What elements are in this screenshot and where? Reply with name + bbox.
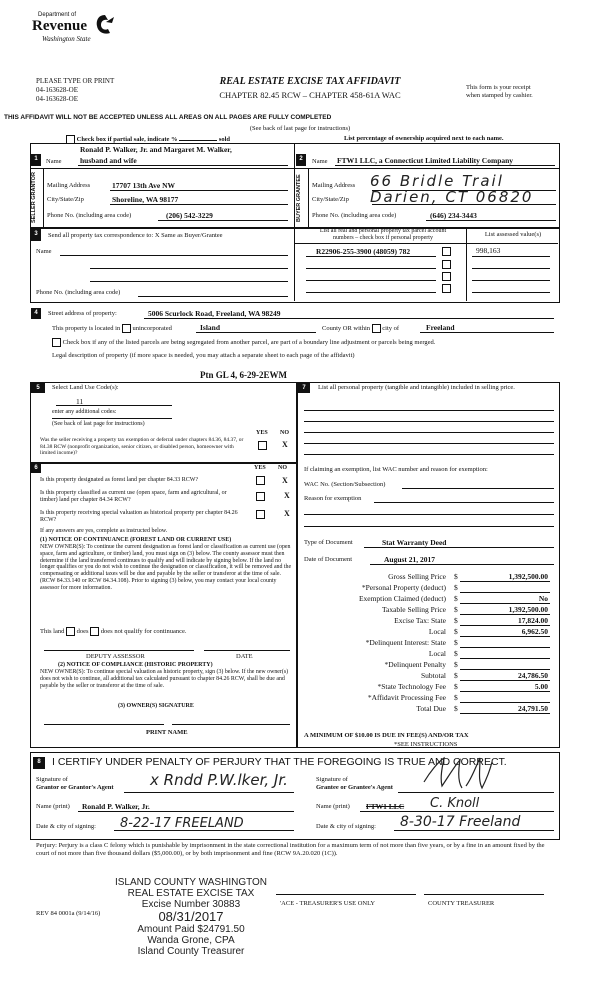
s5-q1-answer: X — [282, 440, 288, 449]
segregated-checkbox[interactable] — [52, 338, 61, 347]
seller-name-label: Name — [46, 158, 62, 165]
s6-q1-yes-checkbox[interactable] — [256, 476, 265, 485]
tax-row-label: *Delinquent Penalty — [384, 660, 446, 669]
tax-row-value: 1,392,500.00 — [508, 605, 548, 614]
legal-label: Legal description of property (if more space is needed, you may attach a separate sheet to each page of the affidavit) — [52, 352, 355, 359]
form-code-2: 04-163628-OE — [36, 95, 78, 103]
doc-date-label: Date of Document — [304, 556, 353, 563]
doc-date: August 21, 2017 — [384, 555, 436, 564]
legal-description: Ptn GL 4, 6-29-2EWM — [200, 370, 287, 380]
buyer-mailing: 66 Bridle Trail — [370, 172, 504, 190]
tax-row-cur: $ — [454, 616, 458, 625]
s6-q3-yes-checkbox[interactable] — [256, 510, 265, 519]
rev-number: REV 84 0001a (9/14/16) — [36, 910, 101, 917]
buyer-name: FTW1 LLC, a Connecticut Limited Liability Company — [337, 156, 514, 165]
form-title: REAL ESTATE EXCISE TAX AFFIDAVIT — [219, 76, 401, 87]
send-correspondence-label: Send all property tax correspondence to: — [48, 232, 154, 239]
logo-line1: Department of — [38, 12, 77, 18]
sold-label: sold — [218, 135, 231, 143]
seller-side-label: SELLER GRANTOR — [31, 172, 37, 224]
grantee-date-city: 8-30-17 Freeland — [400, 814, 521, 830]
grantee-name-struck: FTW1 LLC — [366, 802, 405, 811]
tax-row-label: Gross Selling Price — [388, 572, 446, 581]
land-use-code: 11 — [76, 397, 84, 406]
tax-row-label: Local — [428, 627, 446, 636]
stamp-line-6: Wanda Grone, CPA — [147, 935, 235, 946]
same-as-buyer: X Same as Buyer/Grantee — [154, 232, 223, 239]
tax-row-value: 1,392,500.00 — [508, 572, 548, 581]
does-not-checkbox[interactable] — [90, 627, 99, 636]
segregated-label: Check box if any of the listed parcels are being segregated from another parcel, are part of a boundary line adjustment or parcels being merged. — [62, 338, 436, 346]
treasurer-use-only: 'ACE - TREASURER'S USE ONLY — [280, 900, 376, 907]
receipt-notice-1: This form is your receipt — [466, 84, 531, 91]
grantee-name: C. Knoll — [430, 796, 480, 811]
tax-row-label: Local — [428, 649, 446, 658]
s6-if-yes: If any answers are yes, complete as instructed below. — [40, 528, 168, 534]
unincorporated-label: unincorporated — [132, 324, 172, 332]
does-checkbox[interactable] — [66, 627, 75, 636]
section-3-send-row — [48, 232, 223, 240]
seller-city: Shoreline, WA 98177 — [112, 195, 179, 204]
s5-q1-yes-checkbox[interactable] — [258, 441, 267, 450]
tax-row-label: Subtotal — [420, 671, 446, 680]
seller-city-label: City/State/Zip — [47, 196, 84, 203]
city-of-label: city of — [382, 324, 400, 332]
section-3-badge: 3 — [31, 229, 41, 241]
tax-row-cur: $ — [454, 704, 458, 713]
grantor-signature: x Rndd P.W.lker, Jr. — [150, 771, 288, 789]
additional-codes-label: enter any additional codes: — [52, 409, 117, 415]
notice-1-title: (1) NOTICE OF CONTINUANCE (FOREST LAND OR CURRENT USE) — [40, 537, 232, 543]
parcel-personal-checkbox-4[interactable] — [442, 284, 451, 293]
grantor-date-city: 8-22-17 FREELAND — [120, 816, 244, 831]
tax-row-value: 6,962.50 — [521, 627, 548, 636]
assessed-value: 998,163 — [476, 246, 501, 255]
parcel-header-2: numbers – check box if personal property — [333, 235, 433, 241]
tax-row-value: No — [538, 594, 548, 603]
print-notice: PLEASE TYPE OR PRINT — [36, 77, 115, 85]
tax-row-cur: $ — [454, 649, 458, 658]
tax-row-value: 17,824.00 — [518, 616, 548, 625]
street-label: Street address of property: — [48, 310, 117, 317]
tax-row-cur: $ — [454, 627, 458, 636]
buyer-side-label: BUYER GRANTEE — [296, 174, 302, 222]
logo-emblem-icon — [94, 13, 116, 37]
tax-row-cur: $ — [454, 638, 458, 647]
unincorporated-checkbox[interactable] — [122, 324, 131, 333]
s6-q1: Is this property designated as forest land per chapter 84.33 RCW? — [40, 477, 199, 483]
personal-property-label: List all personal property (tangible and intangible) included in selling price. — [318, 384, 515, 391]
tax-row-value: 24,786.50 — [518, 671, 548, 680]
section-6-badge: 6 — [31, 463, 41, 473]
stamp-line-5: Amount Paid $24791.50 — [137, 924, 245, 935]
county-treasurer-label: COUNTY TREASURER — [428, 900, 495, 907]
seller-mailing-label: Mailing Address — [47, 182, 91, 189]
parcel-personal-checkbox-1[interactable] — [442, 247, 451, 256]
grantee-sig-label-2: Grantee or Grantee's Agent — [316, 784, 393, 791]
land-use-label: Select Land Use Code(s): — [52, 384, 119, 391]
parcel-personal-checkbox-3[interactable] — [442, 272, 451, 281]
owner-signature-label: (3) OWNER(S) SIGNATURE — [118, 703, 194, 709]
seller-name-line2: husband and wife — [80, 156, 137, 165]
buyer-mailing-label: Mailing Address — [312, 182, 356, 189]
assessed-header: List assessed value(s) — [484, 231, 542, 238]
grantee-name-label: Name (print) — [316, 803, 350, 810]
see-back-instructions: (See back of last page for instructions) — [249, 125, 351, 132]
section-3-phone-label: Phone No. (including area code) — [36, 289, 121, 296]
s5-yes-header: YES — [256, 430, 268, 436]
tax-row-cur: $ — [454, 671, 458, 680]
tax-row-value: 24,791.50 — [518, 704, 548, 713]
form-chapter: CHAPTER 82.45 RCW – CHAPTER 458-61A WAC — [219, 90, 401, 100]
county-label: County OR within — [322, 324, 371, 332]
buyer-city: Darien, CT 06820 — [370, 188, 534, 206]
section-8-badge: 8 — [33, 757, 45, 769]
partial-sale-label: Check box if partial sale, indicate % — [76, 135, 178, 143]
deputy-assessor-label: DEPUTY ASSESSOR — [86, 653, 145, 660]
tax-row-cur: $ — [454, 682, 458, 691]
s5-no-header: NO — [280, 430, 289, 436]
buyer-city-label: City/State/Zip — [312, 196, 349, 203]
buyer-name-label: Name — [312, 158, 328, 165]
exemption-label: If claiming an exemption, list WAC number and reason for exemption: — [304, 466, 488, 473]
county-row — [322, 324, 399, 333]
wac-label: WAC No. (Section/Subsection) — [304, 481, 386, 488]
s6-q3-answer: X — [284, 509, 290, 518]
grantor-date-label: Date & city of signing: — [36, 823, 96, 830]
tax-row-label: Taxable Selling Price — [381, 605, 446, 614]
seller-phone-label: Phone No. (including area code) — [47, 212, 132, 219]
land-use-see-back: (See back of last page for instructions) — [52, 421, 145, 427]
tax-row-label: Exemption Claimed (deduct) — [358, 594, 446, 603]
located-label: This property is located in — [52, 324, 121, 332]
tax-row-value: 5.00 — [534, 682, 548, 691]
seller-mailing: 17707 13th Ave NW — [112, 181, 175, 190]
stamp-line-4: 08/31/2017 — [158, 909, 224, 924]
s6-q3: Is this property receiving special valuation as historical property per chapter 84.26 RCW? — [40, 510, 238, 523]
tax-row-cur: $ — [454, 693, 458, 702]
receipt-notice-2: when stamped by cashier. — [466, 92, 533, 99]
section-3-name-label: Name — [36, 248, 52, 255]
print-name-label: PRINT NAME — [146, 729, 188, 736]
s6-q2: Is this property classified as current use (open space, farm and agricultural, or timber) land per chapter 84.34 RCW? — [40, 490, 227, 503]
perjury-notice: Perjury: Perjury is a class C felony which is punishable by imprisonment in the state correctional institution for a maximum term of not more than five years, or by a fine in an amount fixed by the court of not more than five thousand dollars ($5,000.00), or by both imprisonment and fine (RCW 9A.20.020 (1C)). — [36, 842, 545, 857]
section-7-badge: 7 — [298, 383, 310, 393]
minimum-due-note: A MINIMUM OF $10.00 IS DUE IN FEE(S) AND/OR TAX — [304, 732, 469, 739]
does-not-label: does not qualify for continuance. — [100, 627, 187, 635]
tax-row-cur: $ — [454, 605, 458, 614]
tax-row-label: *Affidavit Processing Fee — [367, 693, 446, 702]
section-2-badge: 2 — [296, 154, 306, 166]
tax-row-cur: $ — [454, 660, 458, 669]
ownership-pct-note: List percentage of ownership acquired next to each name. — [344, 135, 504, 142]
grantor-name-label: Name (print) — [36, 803, 70, 810]
stamp-line-1: ISLAND COUNTY WASHINGTON — [114, 877, 268, 888]
grantor-sig-label-2: Grantor or Grantor's Agent — [36, 784, 114, 791]
notice-2-title: (2) NOTICE OF COMPLIANCE (HISTORIC PROPERTY) — [58, 662, 213, 668]
this-land-label: This land — [40, 627, 65, 635]
tax-calculation-table — [300, 572, 556, 712]
stamp-line-7: Island County Treasurer — [137, 946, 245, 957]
parcel-header-1: List all real and personal property tax parcel account — [319, 228, 447, 234]
grantee-sig-label-1: Signature of — [316, 776, 348, 783]
continuance-row — [40, 627, 187, 636]
tax-row-label: *State Technology Fee — [377, 682, 446, 691]
seller-phone: (206) 542-3229 — [166, 211, 213, 220]
seller-name-line1: Ronald P. Walker, Jr. and Margaret M. Walker, — [80, 145, 232, 154]
tax-row-label: Excise Tax: State — [394, 616, 446, 625]
s6-q2-answer: X — [284, 491, 290, 500]
dor-logo — [30, 8, 130, 58]
buyer-phone-label: Phone No. (including area code) — [312, 212, 397, 219]
warning-banner: THIS AFFIDAVIT WILL NOT BE ACCEPTED UNLESS ALL AREAS ON ALL PAGES ARE FULLY COMPLETED — [4, 114, 332, 121]
city-checkbox[interactable] — [372, 324, 381, 333]
s6-no-header: NO — [278, 465, 287, 471]
stamp-line-2: REAL ESTATE EXCISE TAX — [127, 888, 255, 899]
see-instructions-note: *SEE INSTRUCTIONS — [394, 741, 458, 748]
tax-row-label: *Personal Property (deduct) — [361, 583, 446, 592]
assessor-date-label: DATE — [236, 653, 253, 660]
street-address: 5006 Scurlock Road, Freeland, WA 98249 — [148, 309, 281, 318]
treasurer-stamp — [96, 877, 286, 957]
grantee-signature-icon — [420, 752, 500, 794]
form-code-1: 04-163628-OE — [36, 86, 78, 94]
city-value: Freeland — [426, 323, 455, 332]
county-value: Island — [200, 323, 221, 332]
doc-type-label: Type of Document — [304, 539, 353, 546]
parcel-personal-checkbox-2[interactable] — [442, 260, 451, 269]
section-4-badge: 4 — [31, 308, 41, 319]
s6-yes-header: YES — [254, 465, 266, 471]
grantor-name: Ronald P. Walker, Jr. — [82, 802, 150, 811]
tax-row-cur: $ — [454, 572, 458, 581]
section-1-badge: 1 — [31, 154, 41, 166]
reason-label: Reason for exemption — [304, 495, 362, 502]
stamp-line-3: Excise Number 30883 — [141, 899, 241, 910]
does-label: does — [76, 627, 89, 635]
doc-type: Stat Warranty Deed — [382, 538, 447, 547]
grantee-date-label: Date & city of signing: — [316, 823, 376, 830]
parcel-number: R22906-255-3900 (48059) 782 — [316, 247, 411, 256]
tax-row-label: Total Due — [416, 704, 446, 713]
buyer-phone: (646) 234-3443 — [430, 211, 477, 220]
notice-1-body: NEW OWNER(S): To continue the current designation as forest land or classification as current use (open space, farm and agriculture, or timber) land, you must sign on (3) below. The county assessor must then determine if the land transferred continues to qualify and will indicate by signing below. If the land no longer qualifies or you do not wish to continue the designation or classification, it will be removed and the compensating or additional taxes will be due and payable by the seller or transferor at the time of sale. (RCW 84.33.140 or RCW 84.34.108). Prior to signing (3) below, you may contact your local county assessor for more information. — [40, 544, 292, 591]
grantor-sig-label-1: Signature of — [36, 776, 68, 783]
logo-line2: Revenue — [32, 18, 87, 34]
segregated-row — [52, 338, 562, 347]
s6-q1-answer: X — [282, 476, 288, 485]
tax-row-cur: $ — [454, 594, 458, 603]
tax-row-label: *Delinquent Interest: State — [365, 638, 446, 647]
s5-question: Was the seller receiving a property tax exemption or deferral under chapters 84.36, 84.37, or 84.38 RCW (nonprofit organization, senior citizen, or disabled person, homeowner with limited income)? — [40, 437, 244, 456]
certify-statement: I CERTIFY UNDER PENALTY OF PERJURY THAT THE FOREGOING IS TRUE AND CORRECT. — [52, 756, 507, 768]
s6-q2-yes-checkbox[interactable] — [256, 492, 265, 501]
logo-line3: Washington State — [42, 35, 91, 43]
tax-row-cur: $ — [454, 583, 458, 592]
notice-2-body: NEW OWNER(S): To continue special valuation as historic property, sign (3) below. If the new owner(s) does not wish to continue, all additional tax calculated pursuant to chapter 84.26 RCW, shall be due and payable by the seller or transferor at the time of sale. — [40, 669, 289, 689]
section-5-badge: 5 — [31, 383, 45, 393]
